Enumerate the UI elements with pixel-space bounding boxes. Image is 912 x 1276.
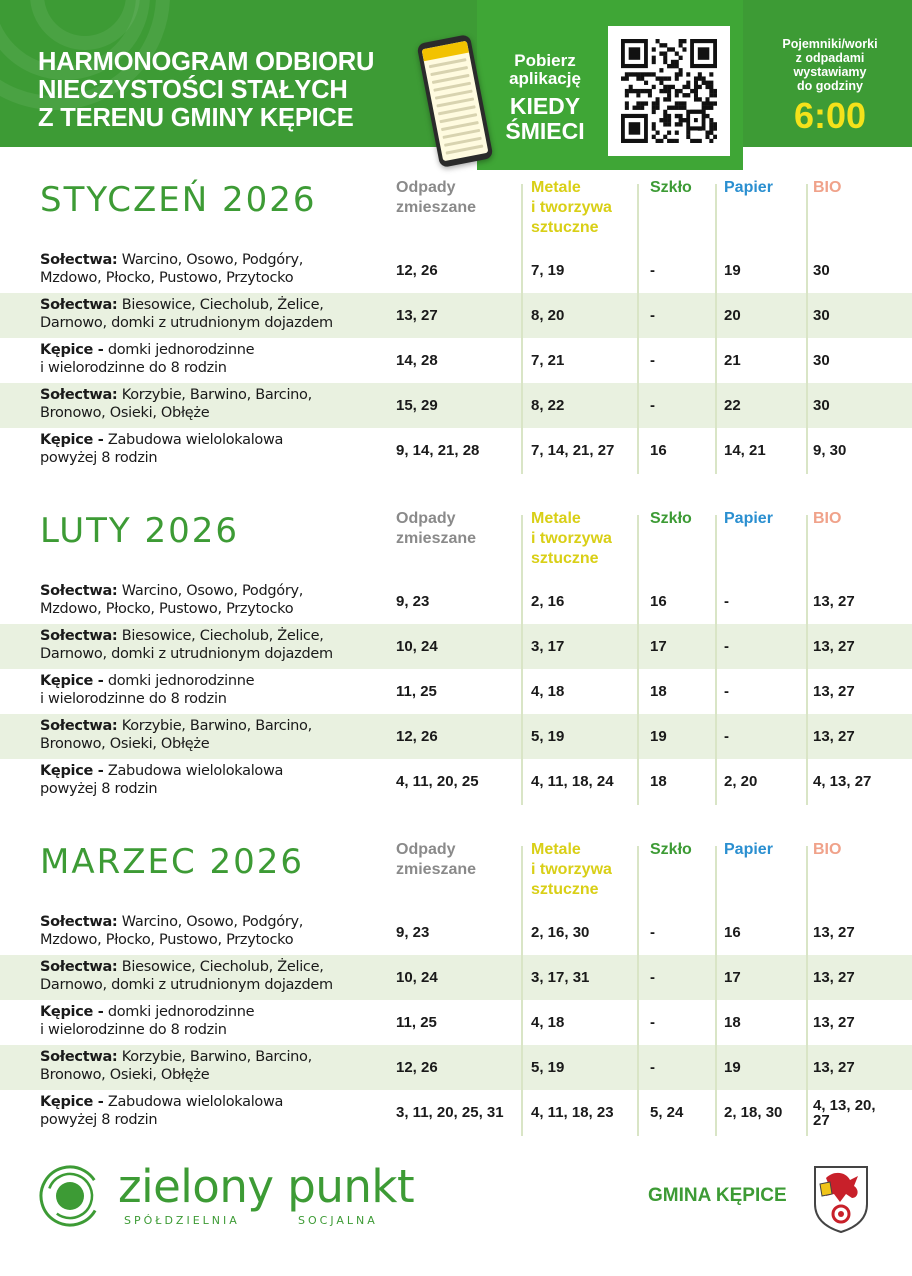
month-section	[0, 178, 912, 478]
date-cell-mixed: 9, 14, 21, 28	[396, 442, 480, 459]
column-header-paper: Papier	[724, 841, 773, 858]
date-cell-bio: 4, 13, 27	[813, 773, 872, 790]
date-cell-bio: 30	[813, 352, 830, 369]
column-header-glass: Szkło	[650, 179, 692, 196]
date-cell-bio: 13, 27	[813, 593, 855, 610]
table-row	[0, 759, 912, 804]
column-divider	[806, 515, 808, 805]
table-row	[0, 579, 912, 624]
kepice-crest-icon	[812, 1164, 870, 1234]
column-divider	[521, 515, 523, 805]
column-header-paper: Papier	[724, 510, 773, 527]
area-label: Kępice - Zabudowa wielolokalowa powyżej 8 rodzin	[40, 1094, 284, 1128]
date-cell-glass: 16	[650, 442, 667, 459]
date-cell-metal: 5, 19	[531, 1059, 565, 1076]
table-row	[0, 383, 912, 428]
zielony-punkt-logo	[36, 1162, 436, 1234]
column-header-glass: Szkło	[650, 510, 692, 527]
area-label: Kępice - Zabudowa wielolokalowa powyżej 8 rodzin	[40, 432, 284, 466]
date-cell-glass: -	[650, 397, 655, 414]
month-section	[0, 840, 912, 1140]
date-cell-mixed: 12, 26	[396, 728, 438, 745]
column-divider	[637, 515, 639, 805]
date-cell-paper: 2, 18, 30	[724, 1104, 783, 1121]
date-cell-glass: -	[650, 307, 655, 324]
table-row	[0, 338, 912, 383]
date-cell-paper: -	[724, 638, 729, 655]
area-label: Sołectwa: Warcino, Osowo, Podgóry, Mzdowo, Płocko, Pustowo, Przytocko	[40, 914, 304, 948]
date-cell-metal: 7, 21	[531, 352, 565, 369]
table-row	[0, 1090, 912, 1135]
date-cell-mixed: 14, 28	[396, 352, 438, 369]
month-section	[0, 509, 912, 809]
area-label: Sołectwa: Korzybie, Barwino, Barcino, Bronowo, Osieki, Obłęże	[40, 718, 312, 752]
date-cell-glass: -	[650, 969, 655, 986]
gmina-name: GMINA KĘPICE	[648, 1185, 787, 1206]
table-row	[0, 624, 912, 669]
column-header-mixed: Odpady zmieszane	[396, 841, 477, 878]
column-header-metal: Metale i tworzywa sztuczne	[531, 179, 612, 236]
app-download-box	[477, 0, 743, 170]
column-header-bio: BIO	[813, 510, 842, 527]
column-divider	[715, 846, 717, 1136]
date-cell-mixed: 10, 24	[396, 969, 438, 986]
area-label: Sołectwa: Warcino, Osowo, Podgóry, Mzdowo, Płocko, Pustowo, Przytocko	[40, 252, 304, 286]
column-divider	[637, 846, 639, 1136]
area-label: Kępice - Zabudowa wielolokalowa powyżej 8 rodzin	[40, 763, 284, 797]
date-cell-bio: 9, 30	[813, 442, 847, 459]
app-name: KIEDY ŚMIECI	[505, 93, 585, 144]
column-divider	[521, 846, 523, 1136]
area-label: Sołectwa: Korzybie, Barwino, Barcino, Bronowo, Osieki, Obłęże	[40, 1049, 312, 1083]
area-label: Sołectwa: Biesowice, Ciecholub, Żelice, Darnowo, domki z utrudnionym dojazdem	[40, 628, 333, 662]
date-cell-bio: 30	[813, 397, 830, 414]
date-cell-glass: 19	[650, 728, 667, 745]
date-cell-metal: 2, 16	[531, 593, 565, 610]
date-cell-paper: 19	[724, 1059, 741, 1076]
table-row	[0, 669, 912, 714]
area-label: Sołectwa: Warcino, Osowo, Podgóry, Mzdowo, Płocko, Pustowo, Przytocko	[40, 583, 304, 617]
table-row	[0, 1045, 912, 1090]
date-cell-mixed: 12, 26	[396, 262, 438, 279]
date-cell-paper: -	[724, 728, 729, 745]
date-cell-glass: -	[650, 352, 655, 369]
area-label: Kępice - domki jednorodzinne i wielorodzinne do 8 rodzin	[40, 673, 255, 707]
date-cell-paper: 16	[724, 924, 741, 941]
date-cell-mixed: 4, 11, 20, 25	[396, 773, 479, 790]
page-title: HARMONOGRAM ODBIORU NIECZYSTOŚCI STAŁYCH Z TERENU GMINY KĘPICE	[38, 48, 375, 132]
month-title: STYCZEŃ 2026	[40, 180, 317, 220]
app-prompt: Pobierz aplikację	[509, 51, 581, 88]
date-cell-metal: 8, 20	[531, 307, 565, 324]
zielony-punkt-logo-icon	[38, 1164, 102, 1228]
date-cell-bio: 30	[813, 307, 830, 324]
date-cell-bio: 13, 27	[813, 638, 855, 655]
date-cell-metal: 4, 18	[531, 683, 565, 700]
table-row	[0, 428, 912, 473]
date-cell-mixed: 3, 11, 20, 25, 31	[396, 1104, 504, 1121]
date-cell-mixed: 9, 23	[396, 924, 430, 941]
date-cell-metal: 4, 18	[531, 1014, 565, 1031]
date-cell-metal: 5, 19	[531, 728, 565, 745]
column-header-mixed: Odpady zmieszane	[396, 510, 477, 547]
date-cell-mixed: 15, 29	[396, 397, 438, 414]
date-cell-paper: 14, 21	[724, 442, 766, 459]
column-header-mixed: Odpady zmieszane	[396, 179, 477, 216]
date-cell-mixed: 12, 26	[396, 1059, 438, 1076]
table-row	[0, 1000, 912, 1045]
date-cell-glass: 18	[650, 773, 667, 790]
date-cell-metal: 4, 11, 18, 23	[531, 1104, 614, 1121]
date-cell-mixed: 9, 23	[396, 593, 430, 610]
date-cell-bio: 13, 27	[813, 969, 855, 986]
area-label: Kępice - domki jednorodzinne i wielorodzinne do 8 rodzin	[40, 1004, 255, 1038]
collection-hours-note: Pojemniki/worki z odpadami wystawiamy do godziny	[782, 37, 878, 93]
table-row	[0, 955, 912, 1000]
date-cell-paper: 18	[724, 1014, 741, 1031]
date-cell-paper: 2, 20	[724, 773, 758, 790]
column-divider	[806, 184, 808, 474]
column-header-bio: BIO	[813, 179, 842, 196]
date-cell-bio: 30	[813, 262, 830, 279]
date-cell-bio: 13, 27	[813, 1059, 855, 1076]
date-cell-glass: -	[650, 924, 655, 941]
date-cell-paper: -	[724, 683, 729, 700]
column-divider	[715, 515, 717, 805]
table-row	[0, 293, 912, 338]
collection-hour: 6:00	[793, 95, 867, 136]
logo-subtitle-1: SPÓŁDZIELNIA	[124, 1214, 240, 1227]
table-row	[0, 910, 912, 955]
date-cell-paper: 19	[724, 262, 741, 279]
date-cell-metal: 4, 11, 18, 24	[531, 773, 614, 790]
date-cell-paper: 21	[724, 352, 741, 369]
date-cell-bio: 13, 27	[813, 683, 855, 700]
table-row	[0, 248, 912, 293]
date-cell-metal: 7, 14, 21, 27	[531, 442, 615, 459]
date-cell-glass: 18	[650, 683, 667, 700]
date-cell-paper: 20	[724, 307, 741, 324]
date-cell-glass: -	[650, 262, 655, 279]
column-header-metal: Metale i tworzywa sztuczne	[531, 510, 612, 567]
qr-code-icon[interactable]	[608, 26, 730, 156]
date-cell-glass: 5, 24	[650, 1104, 684, 1121]
date-cell-bio: 4, 13, 20, 27	[813, 1096, 876, 1129]
date-cell-metal: 3, 17	[531, 638, 565, 655]
month-title: LUTY 2026	[40, 511, 240, 551]
column-header-paper: Papier	[724, 179, 773, 196]
date-cell-paper: 17	[724, 969, 741, 986]
date-cell-mixed: 13, 27	[396, 307, 438, 324]
date-cell-glass: -	[650, 1059, 655, 1076]
column-divider	[637, 184, 639, 474]
logo-subtitle-2: SOCJALNA	[298, 1214, 378, 1227]
column-divider	[521, 184, 523, 474]
date-cell-mixed: 11, 25	[396, 683, 437, 700]
area-label: Sołectwa: Biesowice, Ciecholub, Żelice, Darnowo, domki z utrudnionym dojazdem	[40, 959, 333, 993]
column-header-bio: BIO	[813, 841, 842, 858]
date-cell-paper: -	[724, 593, 729, 610]
logo-name: zielony punkt	[118, 1160, 415, 1213]
date-cell-mixed: 10, 24	[396, 638, 438, 655]
column-header-metal: Metale i tworzywa sztuczne	[531, 841, 612, 898]
month-title: MARZEC 2026	[40, 842, 305, 882]
date-cell-bio: 13, 27	[813, 1014, 855, 1031]
table-row	[0, 714, 912, 759]
date-cell-mixed: 11, 25	[396, 1014, 437, 1031]
column-header-glass: Szkło	[650, 841, 692, 858]
column-divider	[715, 184, 717, 474]
date-cell-bio: 13, 27	[813, 728, 855, 745]
area-label: Sołectwa: Korzybie, Barwino, Barcino, Bronowo, Osieki, Obłęże	[40, 387, 312, 421]
date-cell-glass: -	[650, 1014, 655, 1031]
date-cell-glass: 17	[650, 638, 667, 655]
date-cell-metal: 2, 16, 30	[531, 924, 590, 941]
date-cell-metal: 8, 22	[531, 397, 565, 414]
date-cell-metal: 3, 17, 31	[531, 969, 590, 986]
area-label: Sołectwa: Biesowice, Ciecholub, Żelice, Darnowo, domki z utrudnionym dojazdem	[40, 297, 333, 331]
date-cell-bio: 13, 27	[813, 924, 855, 941]
area-label: Kępice - domki jednorodzinne i wielorodzinne do 8 rodzin	[40, 342, 255, 376]
date-cell-paper: 22	[724, 397, 741, 414]
date-cell-glass: 16	[650, 593, 667, 610]
date-cell-metal: 7, 19	[531, 262, 565, 279]
column-divider	[806, 846, 808, 1136]
